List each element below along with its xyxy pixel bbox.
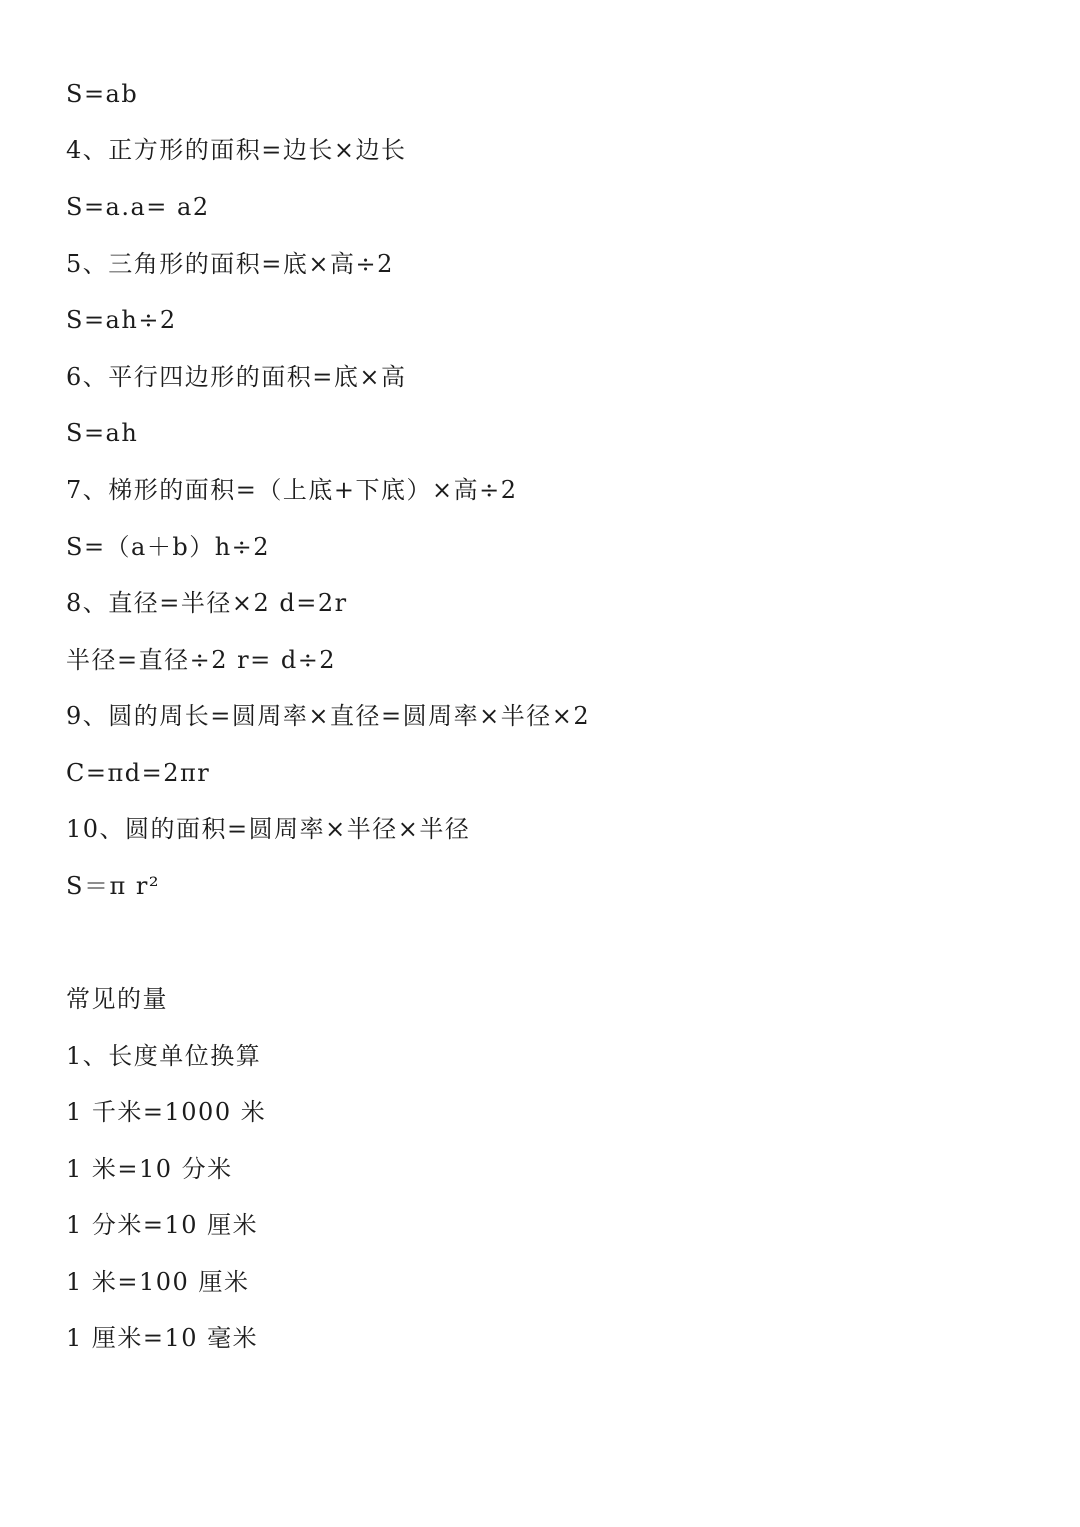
triangle-area-formula: S=ah÷2 (66, 306, 177, 334)
triangle-area-heading: 5、三角形的面积=底×高÷2 (66, 250, 394, 278)
trapezoid-area-heading: 7、梯形的面积=（上底+下底）×高÷2 (66, 476, 518, 504)
conversion-item: 1 厘米=10 毫米 (66, 1324, 259, 1352)
conversion-item: 1 米=10 分米 (66, 1155, 233, 1183)
diameter-formula: 8、直径=半径×2 d=2r (66, 589, 348, 617)
radius-formula: 半径=直径÷2 r= d÷2 (66, 646, 337, 674)
section-heading-quantities: 常见的量 (66, 985, 168, 1013)
circle-area-formula: S＝π r² (66, 872, 160, 900)
rectangle-area-formula: S=ab (66, 80, 139, 108)
square-area-heading: 4、正方形的面积=边长×边长 (66, 136, 407, 164)
circumference-formula: C=πd=2πr (66, 759, 211, 787)
parallelogram-area-formula: S=ah (66, 419, 139, 447)
parallelogram-area-heading: 6、平行四边形的面积=底×高 (66, 363, 407, 391)
length-conversion-heading: 1、长度单位换算 (66, 1042, 262, 1070)
circumference-heading: 9、圆的周长=圆周率×直径=圆周率×半径×2 (66, 702, 591, 730)
conversion-item: 1 米=100 厘米 (66, 1268, 250, 1296)
trapezoid-area-formula: S=（a＋b）h÷2 (66, 533, 271, 561)
circle-area-heading: 10、圆的面积=圆周率×半径×半径 (66, 815, 471, 843)
square-area-formula: S=a.a= a2 (66, 193, 210, 221)
conversion-item: 1 千米=1000 米 (66, 1098, 267, 1126)
conversion-item: 1 分米=10 厘米 (66, 1211, 259, 1239)
